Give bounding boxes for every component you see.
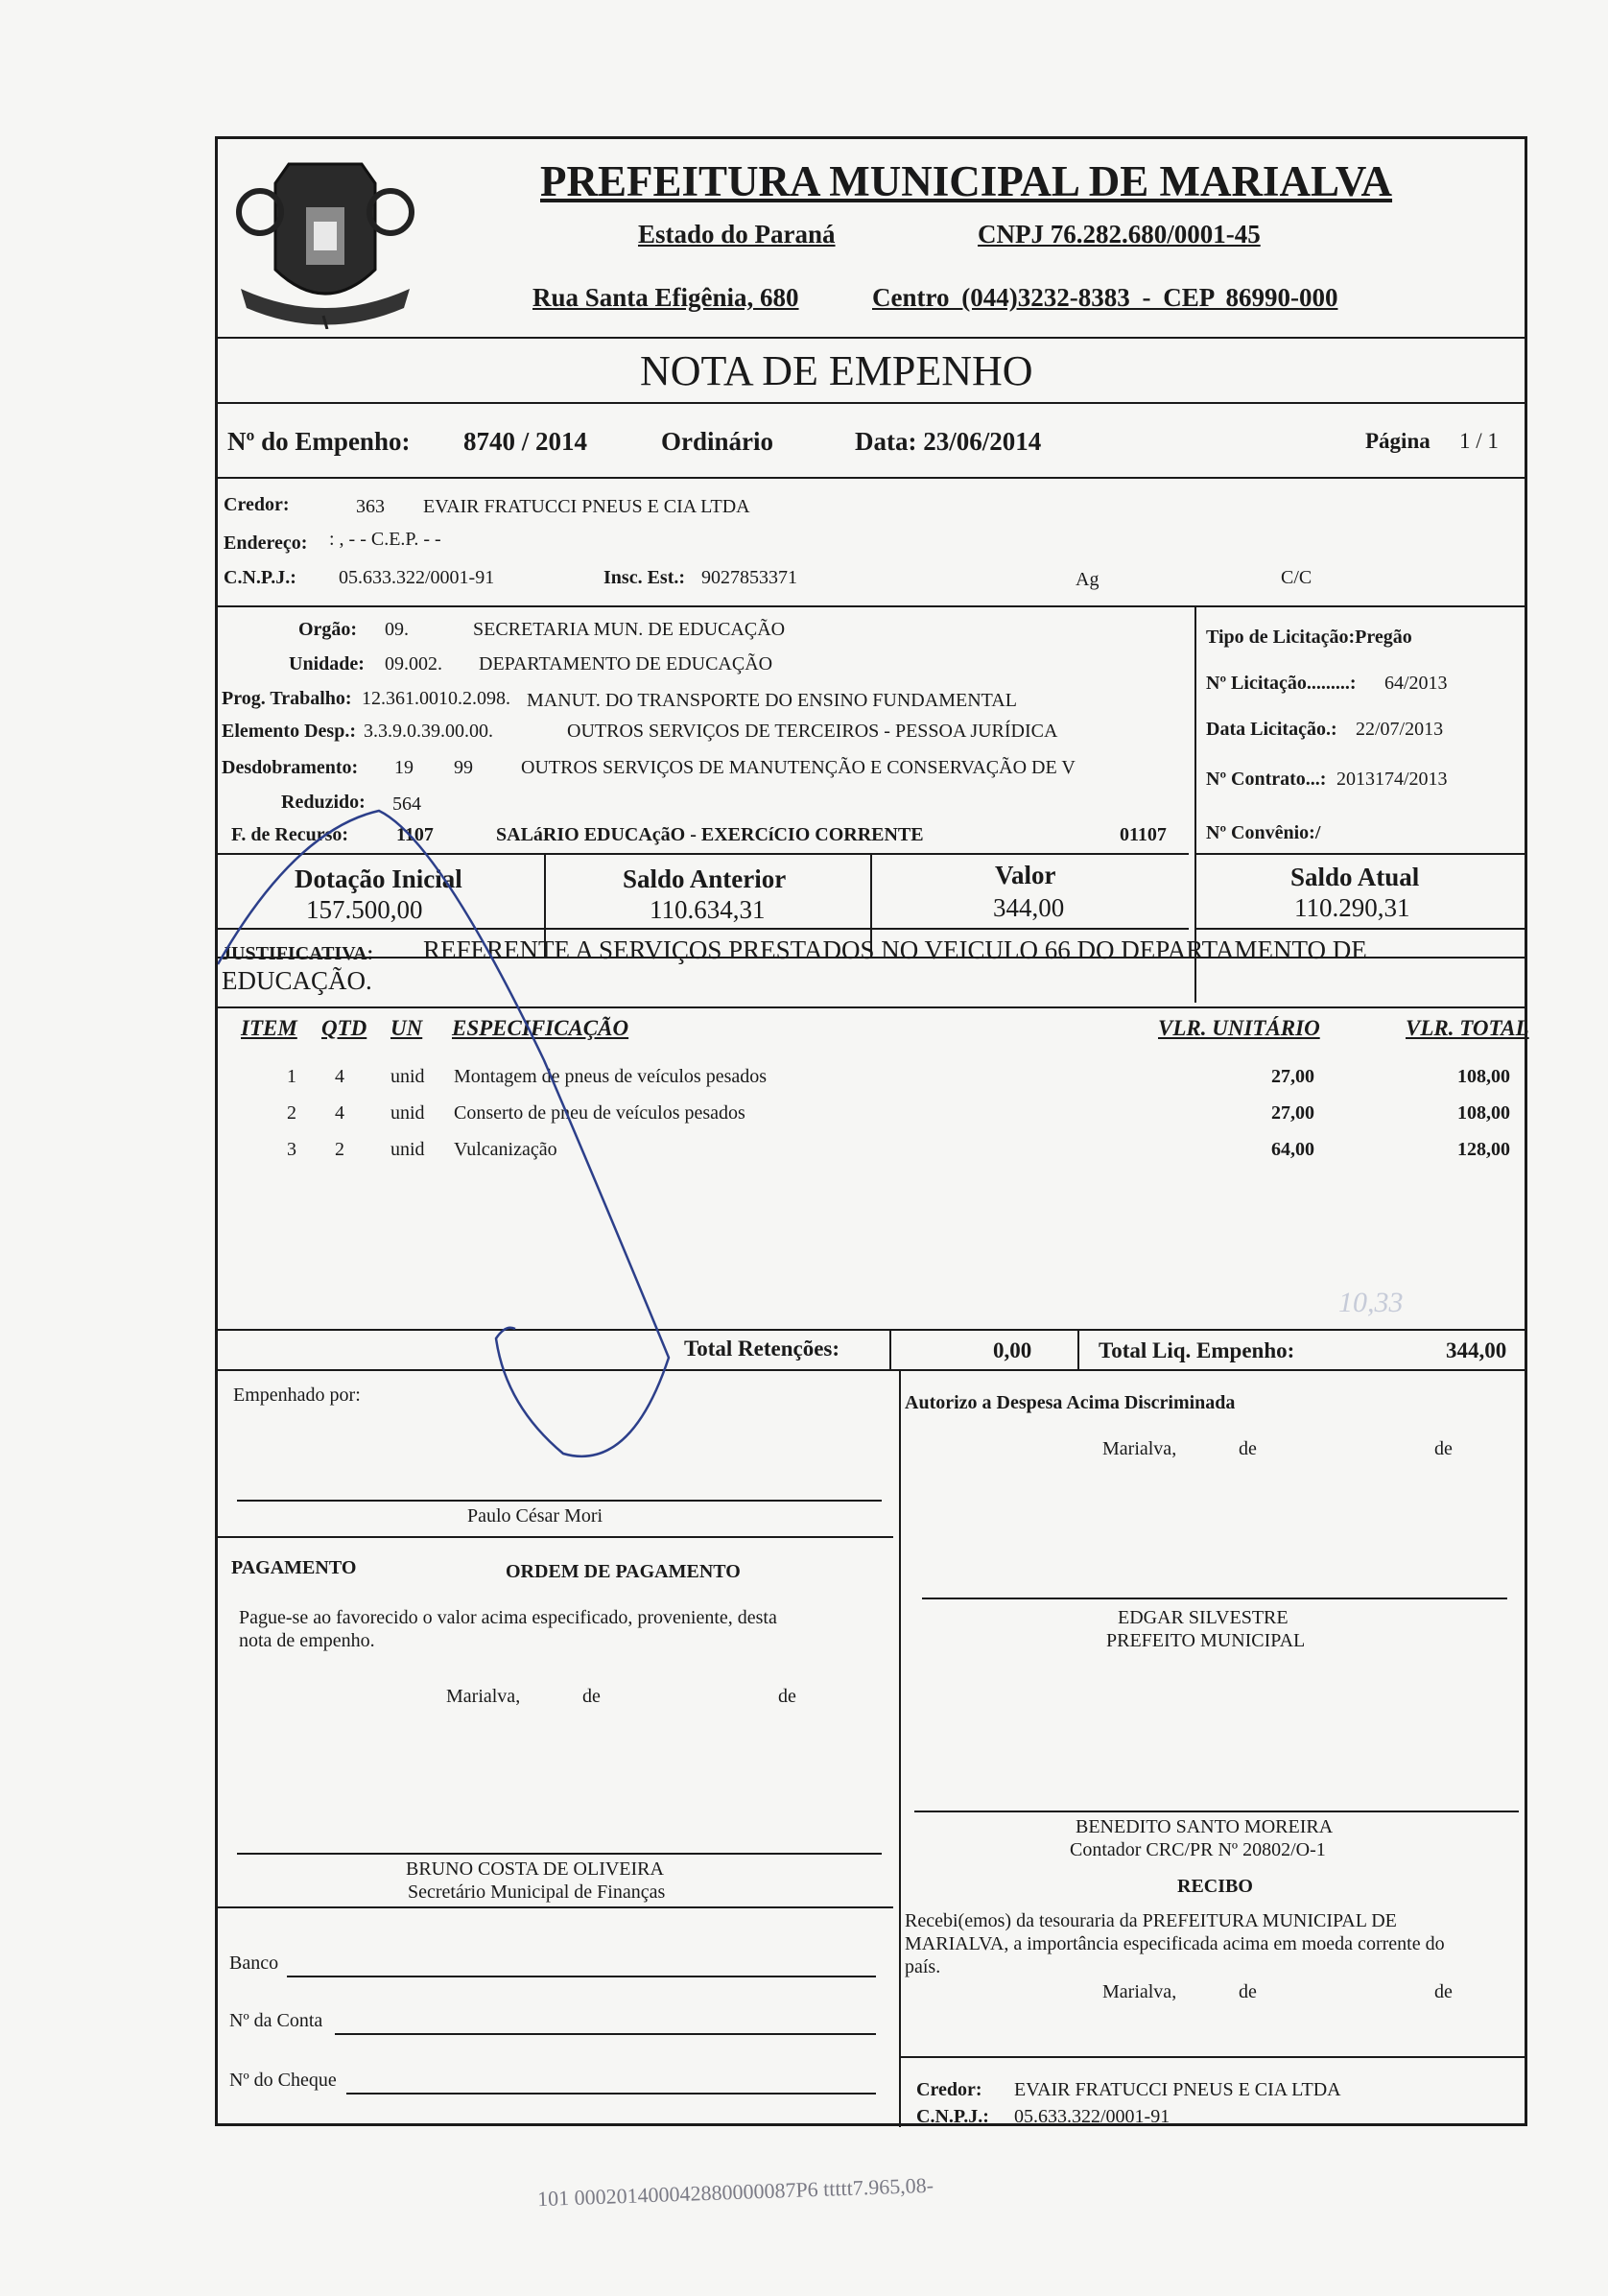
justificativa-line2: EDUCAÇÃO.	[222, 966, 372, 995]
col-qtd: QTD	[321, 1016, 367, 1040]
signature-line	[237, 1853, 882, 1855]
reduzido-label: Reduzido:	[281, 792, 366, 813]
row-unit-value: 27,00	[1271, 1102, 1314, 1124]
row-total-value: 128,00	[1457, 1139, 1510, 1160]
row-total-value: 108,00	[1457, 1066, 1510, 1087]
row-unit-value: 27,00	[1271, 1066, 1314, 1087]
cnpj-label: C.N.P.J.:	[224, 567, 296, 588]
pagamento-text1: Pague-se ao favorecido o valor acima especificado, proveniente, desta	[239, 1607, 777, 1628]
col-item: ITEM	[241, 1016, 297, 1040]
pagamento-place: Marialva,	[446, 1686, 521, 1707]
banco-field[interactable]	[287, 1976, 876, 1977]
secretario-role: Secretário Municipal de Finanças	[408, 1882, 666, 1903]
prog-value: MANUT. DO TRANSPORTE DO ENSINO FUNDAMENTAL	[527, 690, 1017, 711]
justificativa-label: JUSTIFICATIVA:	[222, 943, 374, 964]
elemento-value: OUTROS SERVIÇOS DE TERCEIROS - PESSOA JURÍDICA	[567, 721, 1058, 742]
desdobramento-b: 99	[454, 757, 473, 778]
valor-value: 344,00	[993, 893, 1065, 922]
elemento-code: 3.3.9.0.39.00.00.	[364, 721, 493, 742]
credor-label: Credor:	[224, 494, 290, 515]
credor-footer-cnpj-label: C.N.P.J.:	[916, 2106, 989, 2127]
desdobramento-a: 19	[394, 757, 414, 778]
prefeito-name: EDGAR SILVESTRE	[1118, 1607, 1289, 1628]
header-address: Rua Santa Efigênia, 680	[532, 283, 799, 312]
row-qtd: 2	[335, 1139, 344, 1160]
row-especificacao: Conserto de pneu de veículos pesados	[454, 1102, 745, 1124]
empenhado-name: Paulo César Mori	[467, 1505, 603, 1527]
elemento-label: Elemento Desp.:	[222, 721, 356, 742]
liquido-value: 344,00	[1446, 1338, 1507, 1362]
recibo-de2: de	[1434, 1981, 1453, 2002]
nota-de-empenho-form	[215, 136, 1527, 2126]
orgao-value: SECRETARIA MUN. DE EDUCAÇÃO	[473, 619, 786, 640]
licitacao-data-label: Data Licitação.:	[1206, 719, 1337, 740]
empenho-type: Ordinário	[661, 427, 774, 456]
barcode-text: 101 000201400042880000087P6 ttttt7.965,08-	[536, 2172, 934, 2212]
row-un: unid	[390, 1102, 425, 1124]
valor-label: Valor	[995, 861, 1056, 889]
row-total-value: 108,00	[1457, 1102, 1510, 1124]
unidade-code: 09.002.	[385, 653, 442, 675]
row-un: unid	[390, 1066, 425, 1087]
page-number: 1 / 1	[1459, 429, 1499, 453]
unidade-value: DEPARTAMENTO DE EDUCAÇÃO	[479, 653, 773, 675]
empenho-number: 8740 / 2014	[463, 427, 588, 456]
header-cnpj: CNPJ 76.282.680/0001-45	[978, 220, 1261, 249]
orgao-label: Orgão:	[298, 619, 358, 640]
header-contact: Centro (044)3232-8383 - CEP 86990-000	[872, 283, 1338, 312]
recurso-code: 1107	[396, 824, 434, 845]
cnpj-value: 05.633.322/0001-91	[339, 567, 495, 588]
row-especificacao: Vulcanização	[454, 1139, 557, 1160]
licitacao-numero: 64/2013	[1384, 673, 1448, 694]
cc-label: C/C	[1281, 567, 1312, 588]
licitacao-tipo: Tipo de Licitação:Pregão	[1206, 627, 1412, 648]
orgao-code: 09.	[385, 619, 409, 640]
recibo-label: RECIBO	[1177, 1876, 1253, 1897]
empenhado-label: Empenhado por:	[233, 1385, 361, 1406]
table-row-item: 1	[287, 1066, 296, 1087]
municipal-crest-icon	[231, 154, 419, 329]
contrato-label: Nº Contrato...:	[1206, 769, 1327, 790]
col-especificacao: ESPECIFICAÇÃO	[452, 1016, 629, 1040]
reduzido-value: 564	[392, 793, 421, 815]
credor-footer-name: EVAIR FRATUCCI PNEUS E CIA LTDA	[1014, 2079, 1341, 2100]
row-unit-value: 64,00	[1271, 1139, 1314, 1160]
autorizo-label: Autorizo a Despesa Acima Discriminada	[905, 1392, 1236, 1413]
pagamento-label: PAGAMENTO	[231, 1557, 357, 1578]
recurso-label: F. de Recurso:	[231, 824, 349, 845]
empenho-number-label: Nº do Empenho:	[227, 427, 411, 456]
table-row-item: 3	[287, 1139, 296, 1160]
col-un: UN	[390, 1016, 423, 1040]
credor-name: EVAIR FRATUCCI PNEUS E CIA LTDA	[423, 496, 750, 517]
empenho-date: Data: 23/06/2014	[855, 427, 1042, 456]
page-label: Página	[1365, 429, 1431, 453]
convenio-label: Nº Convênio:/	[1206, 822, 1321, 843]
recibo-line2: MARIALVA, a importância especificada acima em moeda corrente do	[905, 1933, 1445, 1954]
prog-code: 12.361.0010.2.098.	[362, 688, 510, 709]
insc-value: 9027853371	[701, 567, 797, 588]
conta-label: Nº da Conta	[229, 2010, 323, 2031]
address-label: Endereço:	[224, 533, 308, 554]
recurso-value: SALáRIO EDUCAçãO - EXERCíCIO CORRENTE	[496, 824, 924, 845]
ordem-pagamento-label: ORDEM DE PAGAMENTO	[506, 1561, 741, 1582]
credor-code: 363	[356, 496, 385, 517]
recibo-line3: país.	[905, 1956, 941, 1977]
unidade-label: Unidade:	[289, 653, 365, 675]
recibo-de1: de	[1239, 1981, 1257, 2002]
contador-name: BENEDITO SANTO MOREIRA	[1076, 1816, 1334, 1837]
credor-footer-label: Credor:	[916, 2079, 982, 2100]
saldo-atual-value: 110.290,31	[1294, 893, 1410, 922]
address-value: : , - - C.E.P. - -	[329, 529, 441, 550]
secretario-name: BRUNO COSTA DE OLIVEIRA	[406, 1858, 664, 1880]
desdobramento-label: Desdobramento:	[222, 757, 359, 778]
pagamento-text2: nota de empenho.	[239, 1630, 375, 1651]
cheque-field[interactable]	[346, 2093, 876, 2095]
prefeito-role: PREFEITO MUNICIPAL	[1106, 1630, 1306, 1651]
insc-label: Insc. Est.:	[603, 567, 686, 588]
prog-label: Prog. Trabalho:	[222, 688, 352, 709]
row-un: unid	[390, 1139, 425, 1160]
contador-role: Contador CRC/PR Nº 20802/O-1	[1070, 1839, 1326, 1860]
desdobramento-value: OUTROS SERVIÇOS DE MANUTENÇÃO E CONSERVAÇÃO DE V	[521, 757, 1076, 778]
saldo-atual-label: Saldo Atual	[1290, 863, 1420, 891]
header-state: Estado do Paraná	[638, 220, 836, 249]
divider	[218, 337, 1525, 339]
autorizo-de2: de	[1434, 1438, 1453, 1459]
justificativa-line1: REFERENTE A SERVIÇOS PRESTADOS NO VEICULO 66 DO DEPARTAMENTO DE	[423, 935, 1367, 964]
conta-field[interactable]	[335, 2033, 876, 2035]
dotacao-value: 157.500,00	[306, 895, 423, 924]
cheque-label: Nº do Cheque	[229, 2070, 337, 2091]
handwritten-note: 10,33	[1338, 1287, 1404, 1318]
pagamento-de1: de	[582, 1686, 601, 1707]
banco-label: Banco	[229, 1953, 279, 1974]
recibo-line1: Recebi(emos) da tesouraria da PREFEITURA MUNICIPAL DE	[905, 1910, 1397, 1931]
row-qtd: 4	[335, 1102, 344, 1124]
table-row-item: 2	[287, 1102, 296, 1124]
divider	[218, 477, 1525, 479]
liquido-label: Total Liq. Empenho:	[1099, 1338, 1295, 1362]
licitacao-numero-label: Nº Licitação.........:	[1206, 673, 1357, 694]
col-vlr-unitario: VLR. UNITÁRIO	[1158, 1016, 1320, 1040]
dotacao-label: Dotação Inicial	[295, 864, 462, 893]
recurso-number: 01107	[1120, 824, 1167, 845]
credor-footer-cnpj: 05.633.322/0001-91	[1014, 2106, 1171, 2127]
signature-line	[914, 1811, 1519, 1812]
row-especificacao: Montagem de pneus de veículos pesados	[454, 1066, 768, 1087]
header-title: PREFEITURA MUNICIPAL DE MARIALVA	[540, 157, 1393, 205]
recibo-place: Marialva,	[1102, 1981, 1177, 2002]
contrato-value: 2013174/2013	[1336, 769, 1448, 790]
autorizo-place: Marialva,	[1102, 1438, 1177, 1459]
licitacao-data: 22/07/2013	[1356, 719, 1444, 740]
ag-label: Ag	[1076, 569, 1100, 590]
row-qtd: 4	[335, 1066, 344, 1087]
autorizo-de1: de	[1239, 1438, 1257, 1459]
divider	[218, 402, 1525, 404]
signature-line	[922, 1598, 1507, 1599]
saldo-anterior-label: Saldo Anterior	[623, 864, 787, 893]
signature-line	[237, 1500, 882, 1502]
saldo-anterior-value: 110.634,31	[650, 895, 766, 924]
col-vlr-total: VLR. TOTAL	[1406, 1016, 1529, 1040]
retencoes-value: 0,00	[993, 1338, 1032, 1362]
pagamento-de2: de	[778, 1686, 796, 1707]
document-title: NOTA DE EMPENHO	[640, 347, 1033, 394]
retencoes-label: Total Retenções:	[684, 1337, 840, 1361]
divider	[218, 605, 1525, 607]
